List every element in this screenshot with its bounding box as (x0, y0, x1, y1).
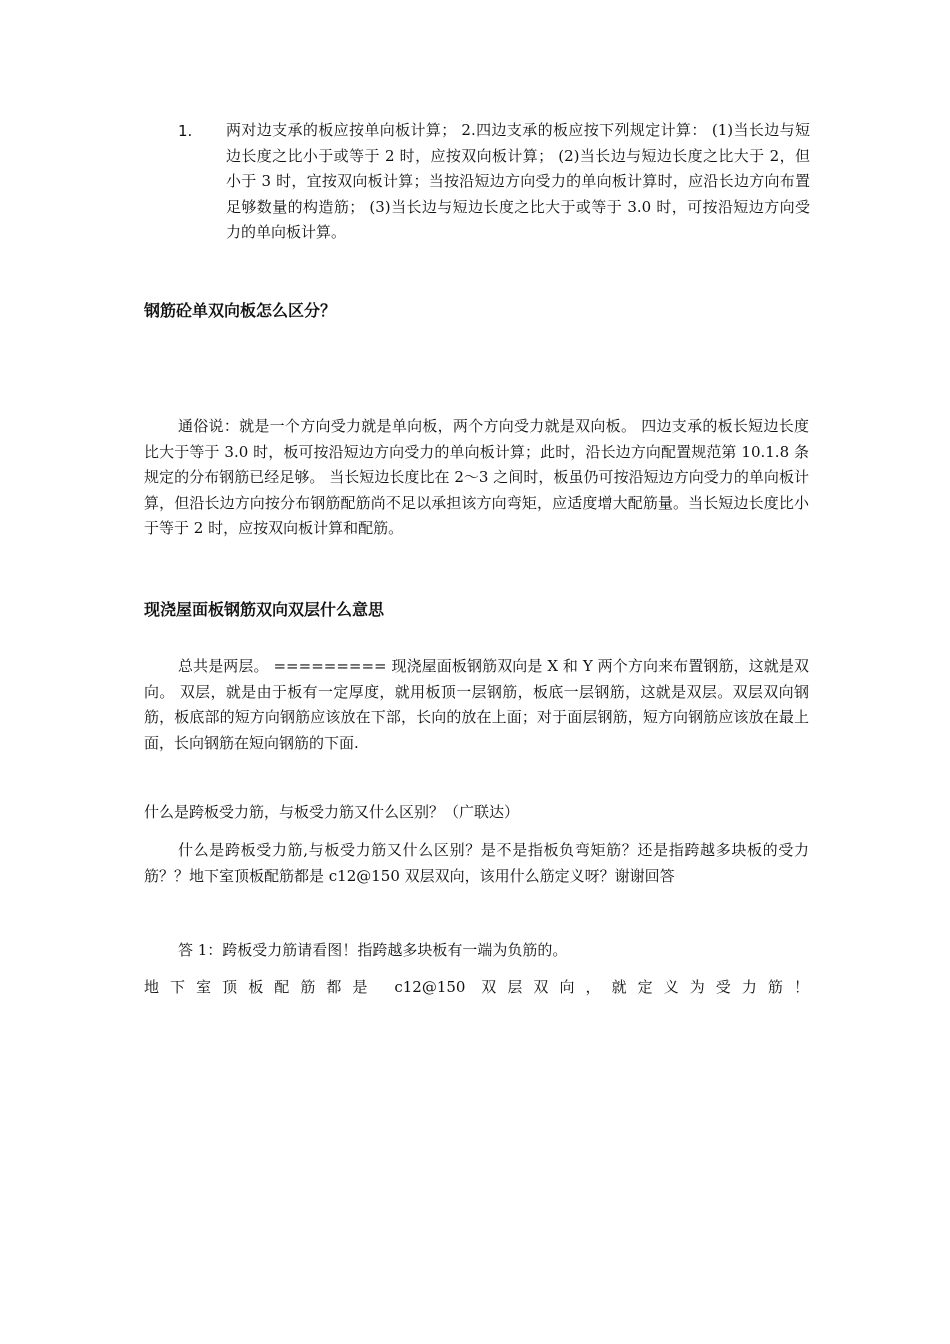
qa-answer-line-2: 地下室顶板配筋都是 c12@150 双层双向，就定义为受力筋！ (144, 978, 809, 996)
numbered-list-item (144, 118, 810, 246)
list-number: 1. (178, 122, 193, 140)
section-heading-one-two-way-slab: 钢筋砼单双向板怎么区分？ (144, 301, 337, 320)
qa-answer: 答 1：跨板受力筋请看图！指跨越多块板有一端为负筋的。 (178, 941, 568, 959)
list-item-text: 两对边支承的板应按单向板计算； 2.四边支承的板应按下列规定计算： (1)当长边与短边长度之比小于或等于 2 时，应按双向板计算； (2)当长边与短边长度之比大于 2，但小于 3 时，宜按双向板计算；当按沿短边方向受力的单向板计算时，应沿长边方向布置足够数量的构造筋； (3)当长边与短边长度之比大于或等于 3.0 时，可按沿短边方向受力的单向板计算。 (226, 121, 810, 241)
section-body-one-two-way-slab: 通俗说：就是一个方向受力就是单向板，两个方向受力就是双向板。 四边支承的板长短边长度比大于等于 3.0 时，板可按沿短边方向受力的单向板计算；此时，沿长边方向配置规范第 10.1.8 条规定的分布钢筋已经足够。 当长短边长度比在 2～3 之间时，板虽仍可按沿短边方向受力的单向板计算，但沿长边方向按分布钢筋配筋尚不足以承担该方向弯矩，应适度增大配筋量。当长短边长度比小于等于 2 时，应按双向板计算和配筋。 (144, 417, 809, 537)
qa-question: 什么是跨板受力筋,与板受力筋又什么区别？是不是指板负弯矩筋？还是指跨越多块板的受力筋？？地下室顶板配筋都是 c12@150 双层双向，该用什么筋定义呀？谢谢回答 (144, 841, 809, 885)
qa-title: 什么是跨板受力筋，与板受力筋又什么区别？（广联达） (144, 803, 520, 821)
section-heading-roof-slab-rebar: 现浇屋面板钢筋双向双层什么意思 (144, 600, 385, 619)
section-body-roof-slab-rebar: 总共是两层。 ========= 现浇屋面板钢筋双向是 X 和 Y 两个方向来布置钢筋，这就是双向。 双层，就是由于板有一定厚度，就用板顶一层钢筋，板底一层钢筋，这就是双层。双层双向钢筋，板底部的短方向钢筋应该放在下部，长向的放在上面；对于面层钢筋，短方向钢筋应该放在最上面，长向钢筋在短向钢筋的下面. (144, 657, 809, 752)
